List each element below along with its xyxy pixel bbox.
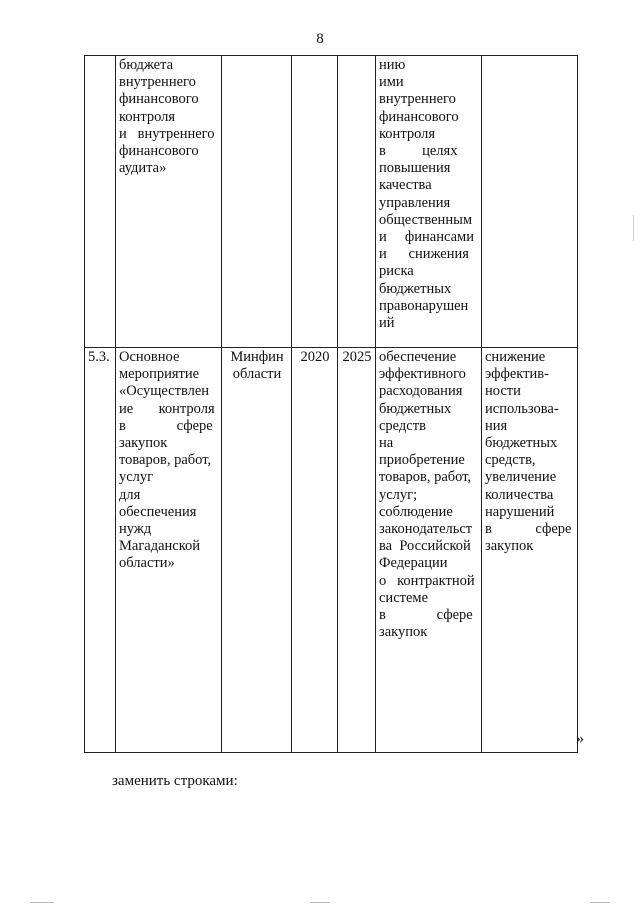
measure-name-cell xyxy=(116,56,222,348)
closing-quote: » xyxy=(576,730,584,747)
cell-text-line: о контрактной xyxy=(379,572,475,589)
cell-text-line: нию xyxy=(379,57,406,73)
cell-text-line: закупок xyxy=(119,435,168,452)
cell-text-line: управления xyxy=(379,194,451,211)
start-year-cell xyxy=(292,56,338,348)
cell-text-line: в сфере xyxy=(379,607,473,624)
cell-text-line: ий xyxy=(379,315,395,332)
cell-text-line: услуг xyxy=(119,469,154,486)
cell-text-line: обеспечения xyxy=(119,503,197,520)
cell-text-line: средств, xyxy=(485,452,536,469)
cell-text-line: качества xyxy=(379,177,432,194)
cell-text-line: ва Российской xyxy=(379,538,471,555)
cell-text-line: бюджетных xyxy=(379,280,452,297)
cell-text-line: риска xyxy=(379,263,414,280)
scan-mark xyxy=(30,902,54,903)
measures-table xyxy=(84,55,578,753)
cell-text-line: Магаданской xyxy=(119,538,201,555)
cell-text-line: соблюдение xyxy=(379,503,453,520)
cell-text-line: ими xyxy=(379,74,404,91)
cell-text-line: контроля xyxy=(379,125,436,142)
cell-text-line: повышения xyxy=(379,160,451,177)
measure-name-cell xyxy=(116,348,222,753)
scan-mark xyxy=(310,902,330,903)
cell-text-line: нарушений xyxy=(485,503,555,520)
cell-text-line: услуг; xyxy=(379,486,418,503)
row-number-cell: 5.3. xyxy=(85,348,116,753)
cell-text-line: и финансами xyxy=(379,229,474,246)
cell-text-line: на xyxy=(379,435,394,452)
cell-text-line: и снижения xyxy=(379,246,469,263)
row-number-cell xyxy=(85,56,116,348)
page-number: 8 xyxy=(316,31,324,47)
cell-text-line: ности xyxy=(485,383,521,400)
cell-text-line: «Осуществлен xyxy=(119,383,210,400)
cell-text-line: эффектив- xyxy=(485,366,549,383)
cell-text-line: Основное xyxy=(119,349,180,365)
end-year-cell: 2025 xyxy=(338,348,376,753)
cell-text-line: товаров, работ, xyxy=(379,469,472,486)
cell-text-line: использова- xyxy=(485,400,559,417)
cell-text-line: области xyxy=(232,366,282,383)
expected-result-cell xyxy=(376,348,482,753)
cell-text-line: расходования xyxy=(379,383,463,400)
table-row xyxy=(85,56,578,348)
end-year-cell xyxy=(338,56,376,348)
cell-text-line: мероприятие xyxy=(119,366,200,383)
cell-text-line: для xyxy=(119,486,141,503)
cell-text-line: товаров, работ, xyxy=(119,452,212,469)
cell-text-line: внутреннего xyxy=(379,91,456,108)
cell-text-line: количества xyxy=(485,486,554,503)
start-year-cell: 2020 xyxy=(292,348,338,753)
cell-text-line: закупок xyxy=(379,624,428,641)
scan-mark xyxy=(633,215,634,241)
cell-text-line: закупок xyxy=(485,538,534,555)
consequence-cell xyxy=(482,348,578,753)
cell-text-line: бюджетных xyxy=(379,400,452,417)
cell-text-line: в сфере xyxy=(119,417,213,434)
cell-text-line: нужд xyxy=(119,521,152,538)
cell-text-line: средств xyxy=(379,417,426,434)
cell-text-line: ие контроля xyxy=(119,400,215,417)
cell-text-line: бюджетных xyxy=(485,435,558,452)
cell-text-line: финансового xyxy=(379,108,459,125)
cell-text-line: в сфере xyxy=(485,521,572,538)
cell-text-line: бюджета xyxy=(119,57,174,73)
cell-text-line: обеспечение xyxy=(379,349,457,365)
table-row xyxy=(85,348,578,753)
cell-text-line: Федерации xyxy=(379,555,448,572)
cell-text-line: Минфин xyxy=(230,349,284,365)
scan-mark xyxy=(590,902,610,903)
expected-result-cell xyxy=(376,56,482,348)
consequence-cell xyxy=(482,56,578,348)
cell-text-line: правонарушен xyxy=(379,297,469,314)
cell-text-line: снижение xyxy=(485,349,546,365)
cell-text-line: увеличение xyxy=(485,469,557,486)
cell-text-line: контроля xyxy=(119,108,176,125)
cell-text-line: финансового xyxy=(119,143,199,160)
cell-text-line: системе xyxy=(379,589,429,606)
cell-text-line: области» xyxy=(119,555,175,572)
cell-text-line: эффективного xyxy=(379,366,466,383)
cell-text-line: ния xyxy=(485,417,508,434)
replace-note: заменить строками: xyxy=(112,773,238,789)
cell-text-line: аудита» xyxy=(119,160,167,177)
cell-text-line: и внутреннего xyxy=(119,125,215,142)
cell-text-line: финансового xyxy=(119,91,199,108)
cell-text-line: общественным xyxy=(379,211,472,228)
cell-text-line: приобретение xyxy=(379,452,465,469)
executor-cell xyxy=(222,56,292,348)
cell-text-line: внутреннего xyxy=(119,74,196,91)
cell-text-line: в целях xyxy=(379,143,458,160)
cell-text-line: законодательст xyxy=(379,521,473,538)
executor-cell xyxy=(222,348,292,753)
